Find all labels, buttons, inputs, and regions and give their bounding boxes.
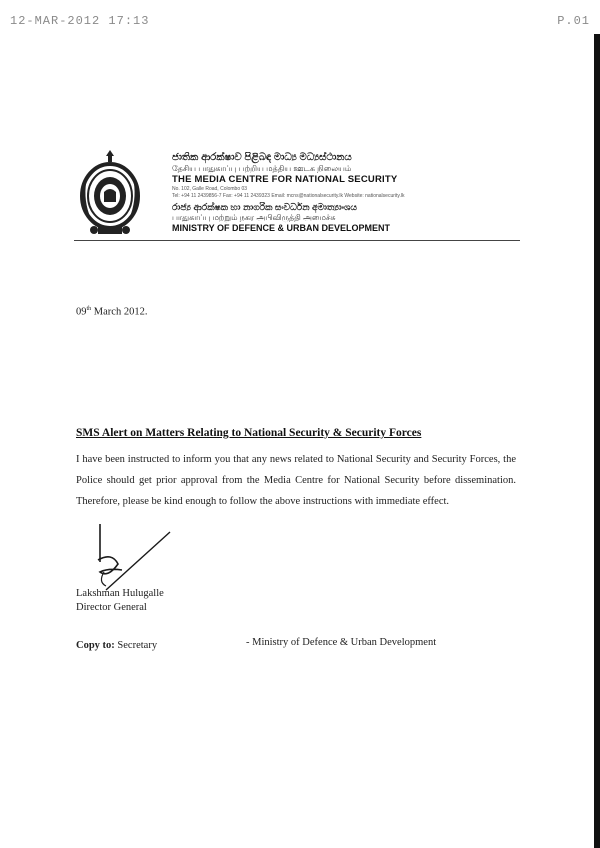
letter-date <box>76 306 147 318</box>
org-name-sinhala: ජාතික ආරක්ෂාව පිළිබඳ මාධ්‍ය මධ්‍යස්ථානය <box>172 152 352 163</box>
letterhead <box>74 148 514 244</box>
letter-subject: SMS Alert on Matters Relating to National Security & Security Forces <box>76 427 422 439</box>
fax-header <box>10 14 590 34</box>
org-address: No. 102, Galle Road, Colombo 03 <box>172 186 248 192</box>
copy-to <box>76 640 157 651</box>
scan-edge <box>594 34 600 848</box>
ministry-name-english: MINISTRY OF DEFENCE & URBAN DEVELOPMENT <box>172 223 391 233</box>
letterhead-divider <box>74 240 520 241</box>
letterhead-text <box>172 152 512 234</box>
org-name-tamil: தேசிய பாதுகாப்பு பற்றிய மத்திய ஊடக நிலையம் <box>172 164 352 173</box>
date-suffix: th <box>86 306 92 312</box>
copy-destination: - Ministry of Defence & Urban Development <box>246 637 437 648</box>
ministry-name-tamil: பாதுகாப்பு மற்றும் நகர அபிவிருத்தி அமைச்சு <box>172 213 336 222</box>
org-contact: Tel: +94 11 2439856-7 Fax: +94 11 2439323 Email: mcns@nationalsecurity.lk Website: nationalsecurity.lk <box>172 193 405 199</box>
ministry-name-sinhala: රාජ්‍ය ආරක්ෂක හා නාගරික සංවර්ධන අමාත්‍යාංශය <box>172 202 357 212</box>
date-rest: March 2012. <box>91 306 148 318</box>
signer-title: Director General <box>76 602 147 613</box>
fax-page-number: P.01 <box>557 14 590 28</box>
fax-timestamp: 12-MAR-2012 17:13 <box>10 14 150 28</box>
letter-body: I have been instructed to inform you that any news related to National Security and Security Forces, the Police should get prior approval from the Media Centre for National Security before dissemination. Therefore, please be kind enough to follow the above instructions with immediate effect. <box>76 454 516 507</box>
sri-lanka-emblem-icon <box>74 148 146 238</box>
signer-name: Lakshman Hulugalle <box>76 588 164 599</box>
copy-recipient: Secretary <box>117 640 158 651</box>
org-name-english: THE MEDIA CENTRE FOR NATIONAL SECURITY <box>172 174 398 185</box>
copy-label: Copy to: <box>76 640 115 651</box>
date-day: 09 <box>76 306 87 318</box>
